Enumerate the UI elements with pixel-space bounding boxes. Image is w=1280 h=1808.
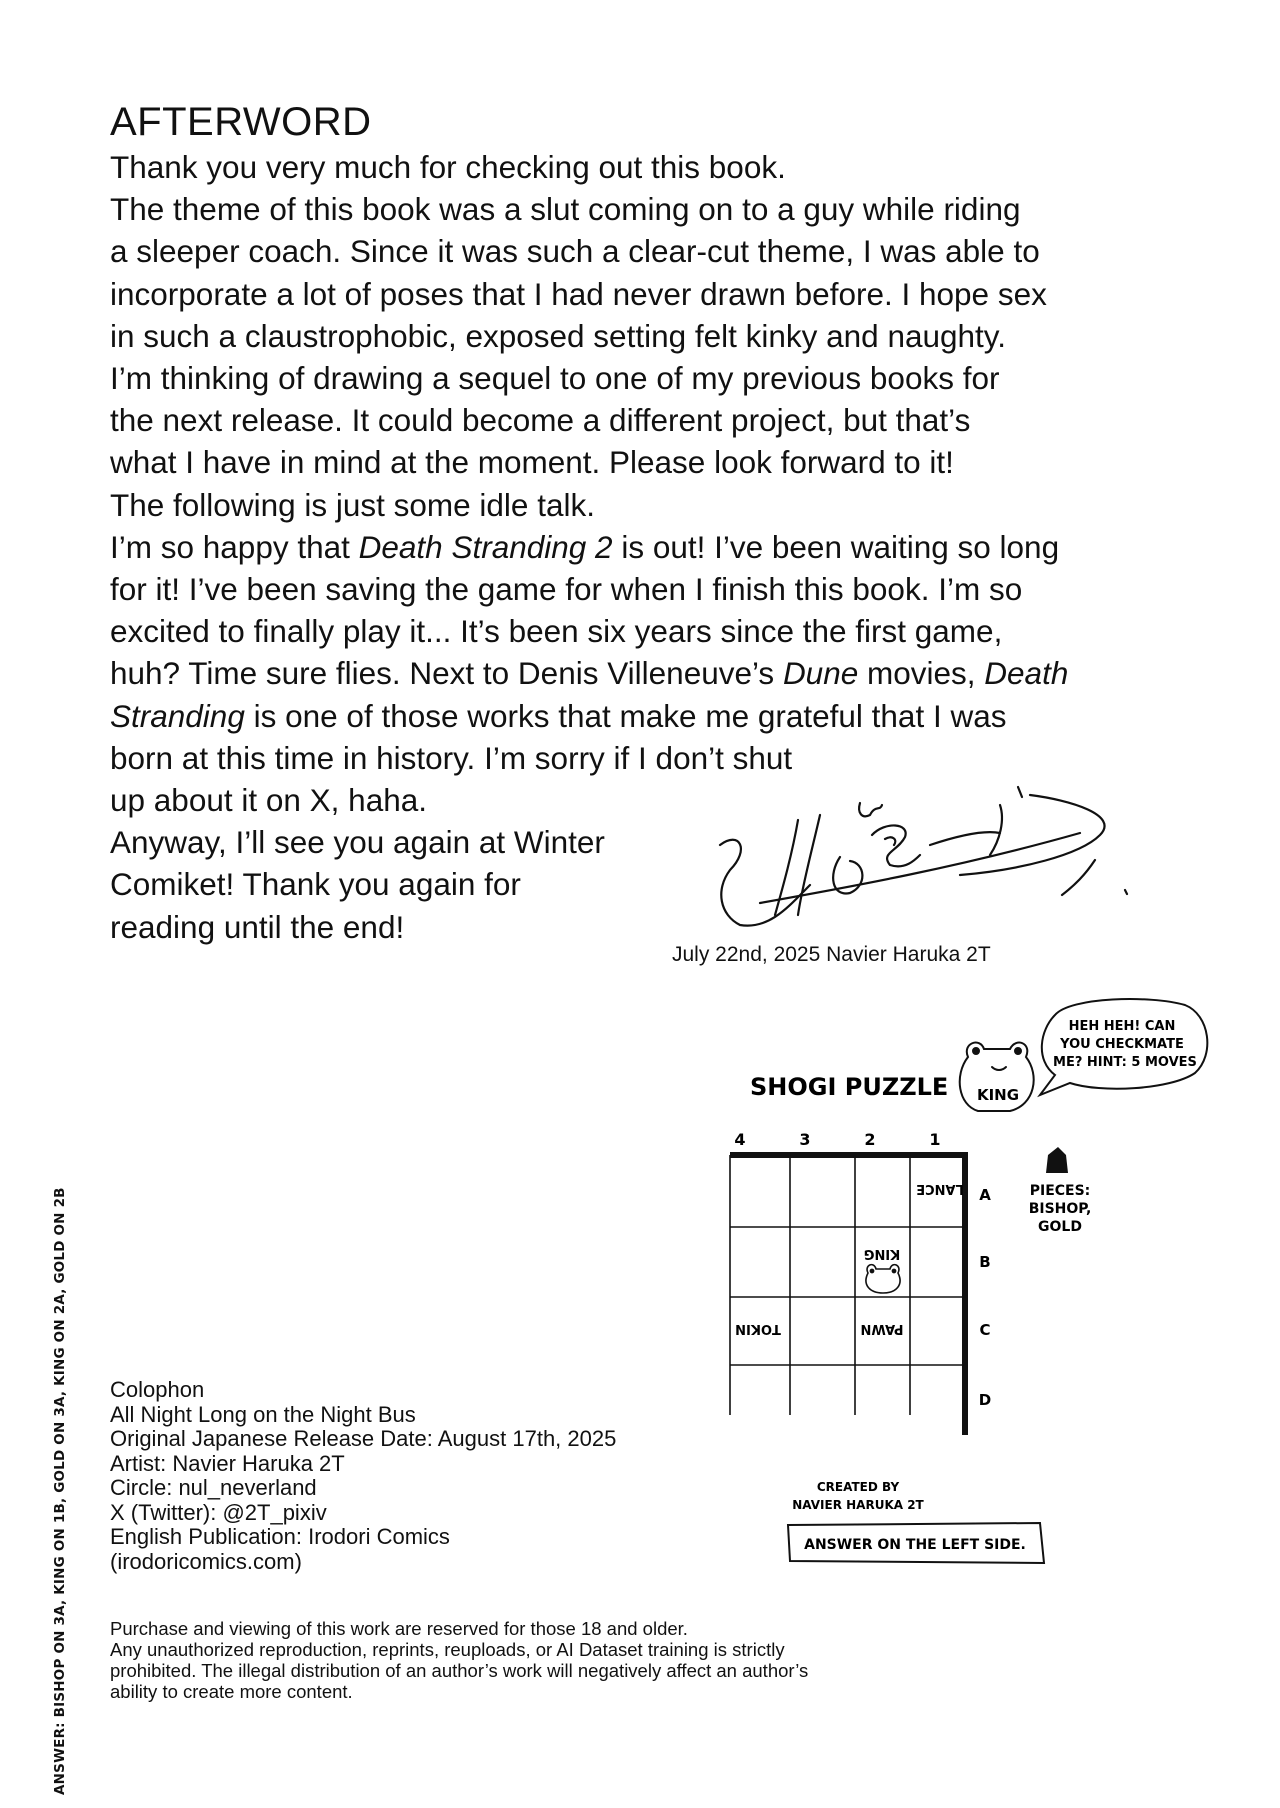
afterword-line: huh? Time sure flies. Next to Denis Villeneuve’s Dune movies, Death [110,655,1069,692]
afterword-line: what I have in mind at the moment. Please look forward to it! [110,444,954,481]
afterword-title: AFTERWORD [110,100,372,144]
colophon-line: (irodoricomics.com) [110,1548,302,1574]
signature-scribble [700,775,1150,940]
row-label: A [979,1186,991,1204]
piece-lance: LANCE [916,1181,964,1196]
afterword-line: the next release. It could become a different project, but that’s [110,402,971,439]
afterword-line: Anyway, I’ll see you again at Winter [110,824,605,861]
frog-label: KING [976,1086,1020,1104]
row-label: D [978,1391,992,1409]
afterword-line: I’m so happy that Death Stranding 2 is out! I’ve been waiting so long [110,528,1060,565]
afterword-line: incorporate a lot of poses that I had never drawn before. I hope sex [110,275,1047,312]
notice-line: prohibited. The illegal distribution of an author’s work will negatively affect an author’s [110,1660,809,1681]
afterword-line: The following is just some idle talk. [110,486,595,523]
speech-line: ME? HINT: 5 MOVES [1053,1055,1197,1070]
piece-king: KING [863,1246,901,1261]
pieces-label: GOLD [1038,1219,1082,1235]
signature-date: July 22nd, 2025 Navier Haruka 2T [672,943,991,966]
piece-pawn: PAWN [860,1321,904,1336]
afterword-line: The theme of this book was a slut coming on to a guy while riding [110,191,1021,228]
afterword-line: I’m thinking of drawing a sequel to one of my previous books for [110,360,1000,397]
afterword-line: in such a claustrophobic, exposed setting felt kinky and naughty. [110,317,1006,354]
afterword-line: a sleeper coach. Since it was such a clear-cut theme, I was able to [110,233,1040,270]
column-label: 3 [799,1130,811,1149]
credit-line: NAVIER HARUKA 2T [792,1498,924,1512]
shogi-puzzle [710,995,1210,1575]
colophon-line: Artist: Navier Haruka 2T [110,1450,345,1476]
row-label: B [979,1253,991,1271]
colophon [110,1378,616,1574]
colophon-line: English Publication: Irodori Comics [110,1524,450,1549]
speech-line: YOU CHECKMATE [1060,1037,1184,1052]
afterword-line: born at this time in history. I’m sorry if I don’t shut [110,739,793,776]
afterword-line: excited to finally play it... It’s been six years since the first game, [110,613,1003,650]
column-label: 1 [929,1130,941,1149]
colophon-line: X (Twitter): @2T_pixiv [110,1499,327,1525]
credit-line: CREATED BY [816,1480,900,1494]
piece-tokin: TOKIN [735,1321,781,1336]
afterword-line: Thank you very much for checking out this book. [110,149,786,185]
frog-piece-icon [866,1265,900,1293]
pieces-label: BISHOP, [1028,1201,1092,1217]
puzzle-title: SHOGI PUZZLE [750,1073,949,1101]
legal-notice [110,1618,808,1702]
notice-line: Any unauthorized reproduction, reprints, reuploads, or AI Dataset training is strictly [110,1639,785,1660]
column-label: 2 [864,1130,876,1149]
column-label: 4 [734,1130,746,1149]
pieces-label: PIECES: [1029,1183,1091,1199]
speech-line: HEH HEH! CAN [1068,1019,1176,1034]
shogi-piece-icon [1046,1147,1068,1173]
colophon-line: Colophon [110,1377,205,1402]
afterword-line: up about it on X, haha. [110,782,427,819]
colophon-line: Original Japanese Release Date: August 17th, 2025 [110,1426,617,1451]
afterword-line: reading until the end! [110,908,405,945]
colophon-line: All Night Long on the Night Bus [110,1401,416,1427]
notice-line: Purchase and viewing of this work are reserved for those 18 and older. [110,1618,688,1639]
answer-hint: ANSWER ON THE LEFT SIDE. [804,1537,1026,1553]
notice-line: ability to create more content. [110,1681,353,1702]
afterword-line: Comiket! Thank you again for [110,866,521,903]
afterword-line: Stranding is one of those works that make me grateful that I was [110,697,1007,734]
puzzle-answer: ANSWER: BISHOP ON 3A, KING ON 1B, GOLD ON 3A, KING ON 2A, GOLD ON 2B [52,1187,68,1795]
colophon-line: Circle: nul_neverland [110,1475,317,1500]
afterword-line: for it! I’ve been saving the game for when I finish this book. I’m so [110,571,1023,608]
row-label: C [979,1321,991,1339]
